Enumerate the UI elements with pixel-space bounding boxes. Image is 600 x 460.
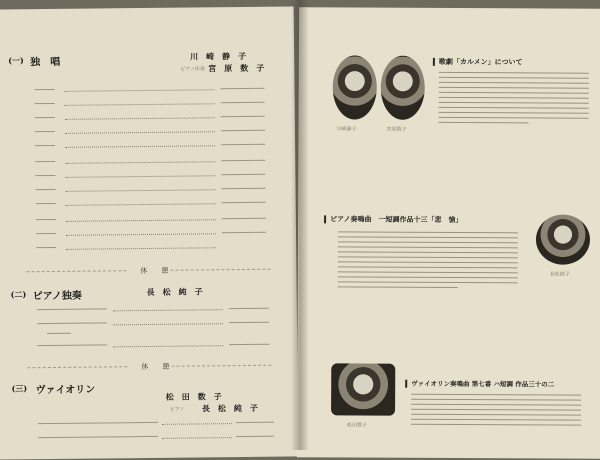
section-1-program-list [0,6,294,9]
program-row-leader [162,437,232,439]
portrait-nagamatsu [536,214,590,264]
program-row-leader [113,345,223,347]
section-3-number: (三) [11,383,28,394]
program-row-leader [65,131,215,134]
book-gutter [291,0,309,450]
caption-kawasaki: 川崎静子 [336,126,357,133]
section-2-program-list [0,6,294,9]
portrait-matsuda [331,363,395,415]
program-row-leader [65,161,215,164]
heading-pathetique: ピアノ奏鳴曲 一短調作品十三「悲 愴」 [330,214,463,225]
section-3-program-list [0,6,294,9]
program-row-composer [236,436,274,437]
section-3-performer: 松 田 数 子 [165,391,222,402]
left-page [0,6,298,459]
program-row-composer [229,308,269,309]
program-row-leader [113,323,223,325]
program-row-leader [65,175,215,178]
program-row-composer [229,322,269,323]
heading-marker [433,58,435,66]
section-3-title: ヴァイオリン [35,384,96,397]
program-row-leader [65,89,215,92]
program-row [35,103,55,104]
program-row-composer [222,202,266,203]
program-row [35,117,55,118]
carmen-text [439,68,589,128]
interval-rule-left [27,366,127,368]
program-row-composer [221,116,265,117]
portrait-miyahara [381,56,425,120]
section-2-performer: 長 松 純 子 [146,286,203,297]
program-row-composer [221,174,265,175]
program-row-leader [66,189,216,192]
program-row-leader [65,103,215,106]
program-row-composer [221,160,265,161]
program-row [47,333,71,334]
program-row [36,219,56,220]
right-page [297,7,600,459]
heading-violin-sonata: ヴァイオリン奏鳴曲 第七番 ハ短調 作品三十の二 [411,379,555,389]
program-row-leader [65,145,215,148]
program-row [36,247,56,248]
section-2-number: (二) [10,289,27,300]
interval-rule-right [170,269,270,271]
program-row [36,203,56,204]
program-row [35,145,55,146]
program-row [35,175,55,176]
program-row-composer [222,232,266,233]
portrait-kawasaki [333,55,377,119]
program-row-leader [66,203,216,206]
interval-1: 休 憩 [140,266,169,276]
pathetique-text [338,227,518,292]
interval-rule-right [171,365,271,367]
program-row-composer [229,344,269,345]
program-row-leader [162,423,232,425]
program-row-leader [65,117,215,120]
program-row-composer [222,218,266,219]
program-row [34,89,54,90]
section-1-title: 独 唱 [30,56,61,69]
section-1-number: (一) [8,55,24,66]
program-row [37,344,107,346]
section-3-accompanist-label: ピアノ [169,406,185,413]
program-row-composer [221,130,265,131]
program-row-leader [66,233,216,236]
section-3-accompanist: 長 松 純 子 [201,402,258,414]
program-row [35,131,55,132]
section-1-accompanist-label: ピアノ伴奏 [180,66,205,73]
program-row [37,308,107,310]
interval-rule-left [26,270,126,272]
program-row [35,161,55,162]
program-row [37,322,107,324]
program-row [38,436,158,438]
program-row-composer [222,188,266,189]
violin-sonata-text [411,390,581,430]
caption-miyahara: 宮原数子 [386,126,407,133]
section-2-title: ピアノ独奏 [32,290,82,303]
heading-marker [324,215,326,223]
section-1-accompanist: 宮 原 数 子 [208,62,265,74]
program-row [36,189,56,190]
section-1-performer: 川 崎 静 子 [190,50,247,62]
program-row-composer [221,144,265,145]
program-row-composer [221,102,265,103]
program-row-composer [236,422,274,423]
program-row-leader [66,247,216,250]
heading-carmen: 歌劇「カルメン」について [438,56,523,67]
interval-2: 休 憩 [141,362,170,372]
program-row-composer [220,88,264,89]
program-row [38,422,158,424]
program-row-leader [66,219,216,222]
heading-marker [405,380,407,388]
caption-nagamatsu: 長松純子 [549,271,570,278]
caption-matsuda: 松田数子 [346,422,368,429]
program-row [36,233,56,234]
program-row-leader [113,309,223,311]
